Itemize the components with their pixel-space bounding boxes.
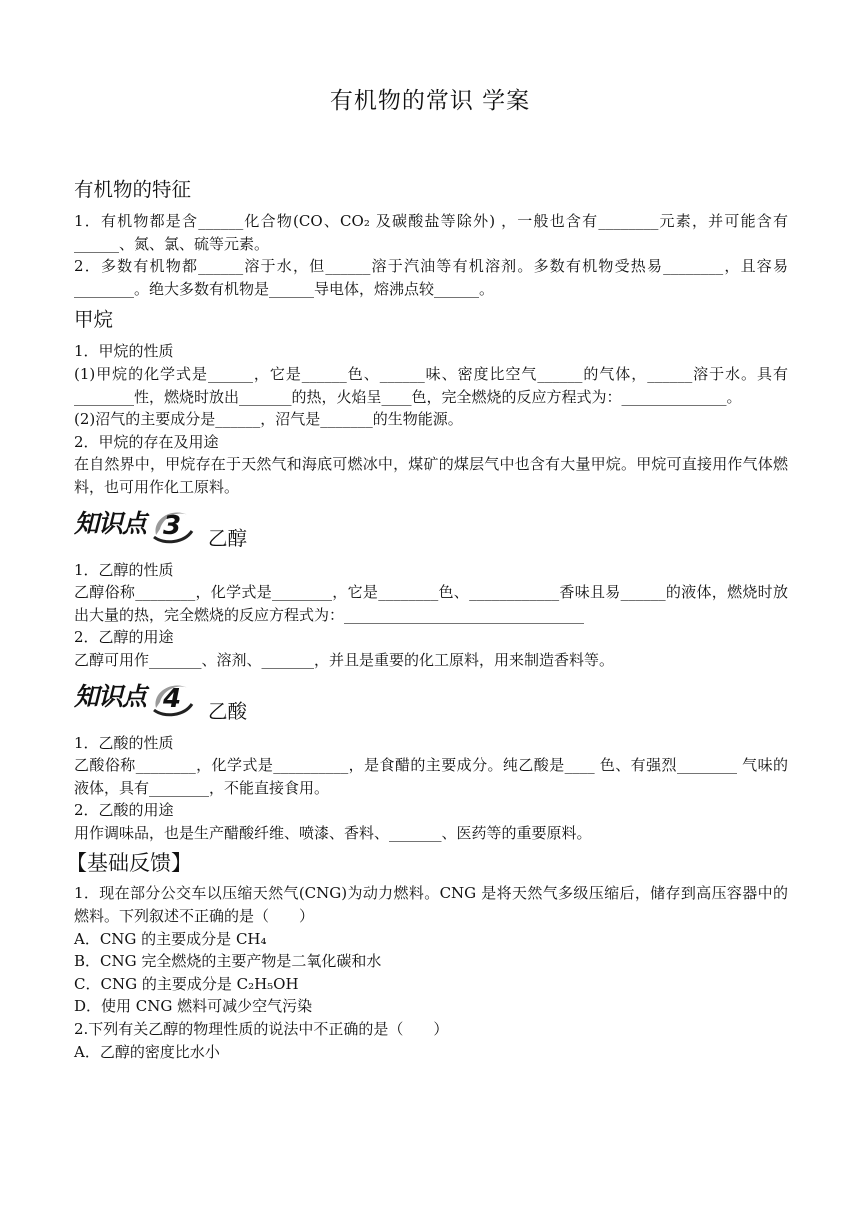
paragraph: 用作调味品，也是生产醋酸纤维、喷漆、香料、_______、医药等的重要原料。: [74, 823, 592, 842]
subheading: 2．乙醇的用途: [74, 628, 174, 647]
swirl-number-icon: [150, 505, 194, 545]
section-heading-acetic-acid: 乙酸: [208, 699, 248, 723]
answer-option: A．CNG 的主要成分是 CH₄: [74, 929, 267, 948]
subheading: 1．乙酸的性质: [74, 733, 174, 752]
knowledge-point-3-header: [74, 505, 788, 550]
question: 2.下列有关乙醇的物理性质的说法中不正确的是（ ）: [74, 1020, 449, 1039]
paragraph: (1)甲烷的化学式是______，它是______色、______味、密度比空气______的气体，______溶于水。具有________性，燃烧时放出_______的热，火焰呈____色，完全燃烧的反应方程式为：______________。: [74, 364, 788, 406]
badge-label: 知识点: [74, 509, 147, 539]
question: 1．现在部分公交车以压缩天然气(CNG)为动力燃料。CNG 是将天然气多级压缩后，储存到高压容器中的燃料。下列叙述不正确的是（ ）: [74, 884, 788, 926]
knowledge-point-4-header: [74, 678, 788, 723]
knowledge-point-badge: [74, 678, 194, 718]
answer-option: D．使用 CNG 燃料可减少空气污染: [74, 997, 313, 1016]
section-heading-methane: 甲烷: [74, 308, 114, 332]
answer-option: C．CNG 的主要成分是 C₂H₅OH: [74, 974, 299, 993]
section-heading-feedback: 【基础反馈】: [66, 851, 192, 876]
page-title: 有机物的常识 学案: [329, 88, 531, 114]
paragraph: 1．有机物都是含______化合物(CO、CO₂ 及碳酸盐等除外) ，一般也含有________元素，并可能含有______、氮、氯、硫等元素。: [74, 212, 788, 253]
badge-number: 4: [162, 683, 182, 714]
swirl-number-icon: [150, 678, 194, 718]
paragraph: 2．多数有机物都______溶于水，但______溶于汽油等有机溶剂。多数有机物受热易________，且容易________。绝大多数有机物是______导电体，熔沸点较______。: [74, 257, 788, 298]
section-heading-ethanol: 乙醇: [208, 526, 248, 550]
paragraph: (2)沼气的主要成分是______，沼气是_______的生物能源。: [74, 410, 463, 429]
answer-option: B．CNG 完全燃烧的主要产物是二氧化碳和水: [74, 952, 382, 971]
paragraph: 乙酸俗称________，化学式是__________，是食醋的主要成分。纯乙酸是____ 色、有强烈________ 气味的液体，具有________，不能直接食用。: [74, 756, 788, 797]
knowledge-point-badge: [74, 505, 194, 545]
badge-number: 3: [162, 510, 182, 541]
subheading: 1．甲烷的性质: [74, 342, 174, 361]
answer-option: A．乙醇的密度比水小: [74, 1042, 220, 1061]
subheading: 2．乙酸的用途: [74, 801, 174, 820]
paragraph: 乙醇可用作_______、溶剂、_______，并且是重要的化工原料，用来制造香料等。: [74, 650, 615, 669]
paragraph: 在自然界中，甲烷存在于天然气和海底可燃冰中，煤矿的煤层气中也含有大量甲烷。甲烷可直接用作气体燃料，也可用作化工原料。: [74, 455, 788, 496]
section-heading-features: 有机物的特征: [74, 178, 192, 201]
paragraph: 乙醇俗称________，化学式是________，它是________色、____________香味且易______的液体，燃烧时放出大量的热，完全燃烧的反应方程式为：________________________________: [74, 583, 788, 624]
subheading: 2．甲烷的存在及用途: [74, 432, 219, 451]
worksheet-body: [66, 170, 788, 1063]
subheading: 1．乙醇的性质: [74, 560, 174, 579]
badge-label: 知识点: [74, 682, 147, 712]
